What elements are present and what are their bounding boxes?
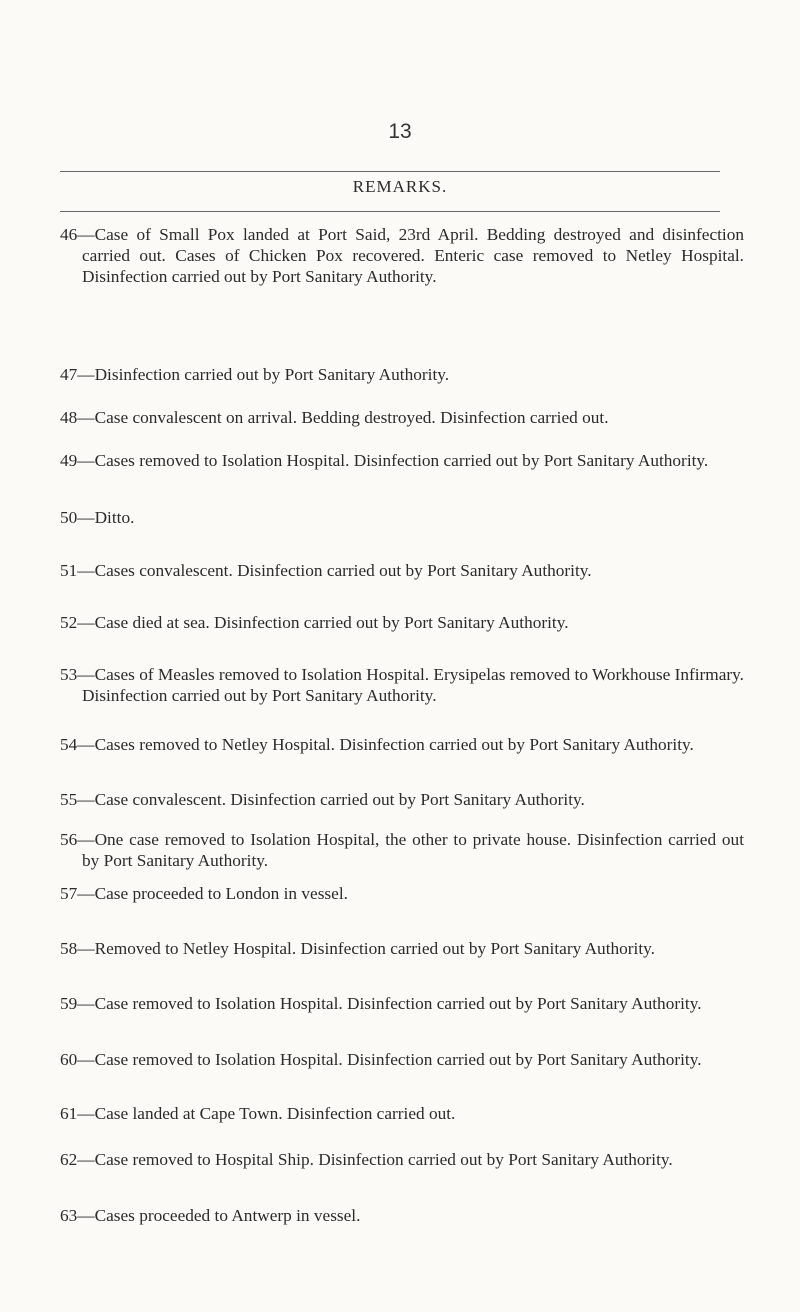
page-number: 13 [388, 120, 412, 143]
remark-57: 57—Case proceeded to London in vessel. [60, 884, 348, 903]
remarks-heading: REMARKS. [352, 177, 448, 196]
remark-63: 63—Cases proceeded to Antwerp in vessel. [60, 1206, 361, 1225]
remark-47: 47—Disinfection carried out by Port Sanitary Authority. [60, 365, 450, 384]
remark-56: 56—One case removed to Isolation Hospital, the other to private house. Disinfection carried out by Port Sanitary Authority. [60, 830, 744, 870]
remark-59: 59—Case removed to Isolation Hospital. Disinfection carried out by Port Sanitary Authority. [60, 994, 702, 1013]
remark-55: 55—Case convalescent. Disinfection carried out by Port Sanitary Authority. [60, 790, 585, 809]
remark-53: 53—Cases of Measles removed to Isolation Hospital. Erysipelas removed to Workhouse Infirmary. Disinfection carried out by Port Sanitary Authority. [60, 665, 744, 705]
remark-50: 50—Ditto. [60, 508, 135, 527]
remark-58: 58—Removed to Netley Hospital. Disinfection carried out by Port Sanitary Authority. [60, 939, 655, 958]
remark-60: 60—Case removed to Isolation Hospital. Disinfection carried out by Port Sanitary Authority. [60, 1050, 702, 1069]
remark-54: 54—Cases removed to Netley Hospital. Disinfection carried out by Port Sanitary Authority. [60, 735, 694, 754]
remark-52: 52—Case died at sea. Disinfection carried out by Port Sanitary Authority. [60, 613, 569, 632]
remark-62: 62—Case removed to Hospital Ship. Disinfection carried out by Port Sanitary Authority. [60, 1150, 673, 1169]
remark-48: 48—Case convalescent on arrival. Bedding destroyed. Disinfection carried out. [60, 408, 609, 427]
remark-49: 49—Cases removed to Isolation Hospital. Disinfection carried out by Port Sanitary Authority. [60, 451, 709, 470]
remark-46: 46—Case of Small Pox landed at Port Said, 23rd April. Bedding destroyed and disinfection carried out. Cases of Chicken Pox recovered. Enteric case removed to Netley Hospital. Disinfection carried out by Port Sanitary Authority. [60, 225, 744, 286]
remark-51: 51—Cases convalescent. Disinfection carried out by Port Sanitary Authority. [60, 561, 592, 580]
remark-61: 61—Case landed at Cape Town. Disinfection carried out. [60, 1104, 456, 1123]
